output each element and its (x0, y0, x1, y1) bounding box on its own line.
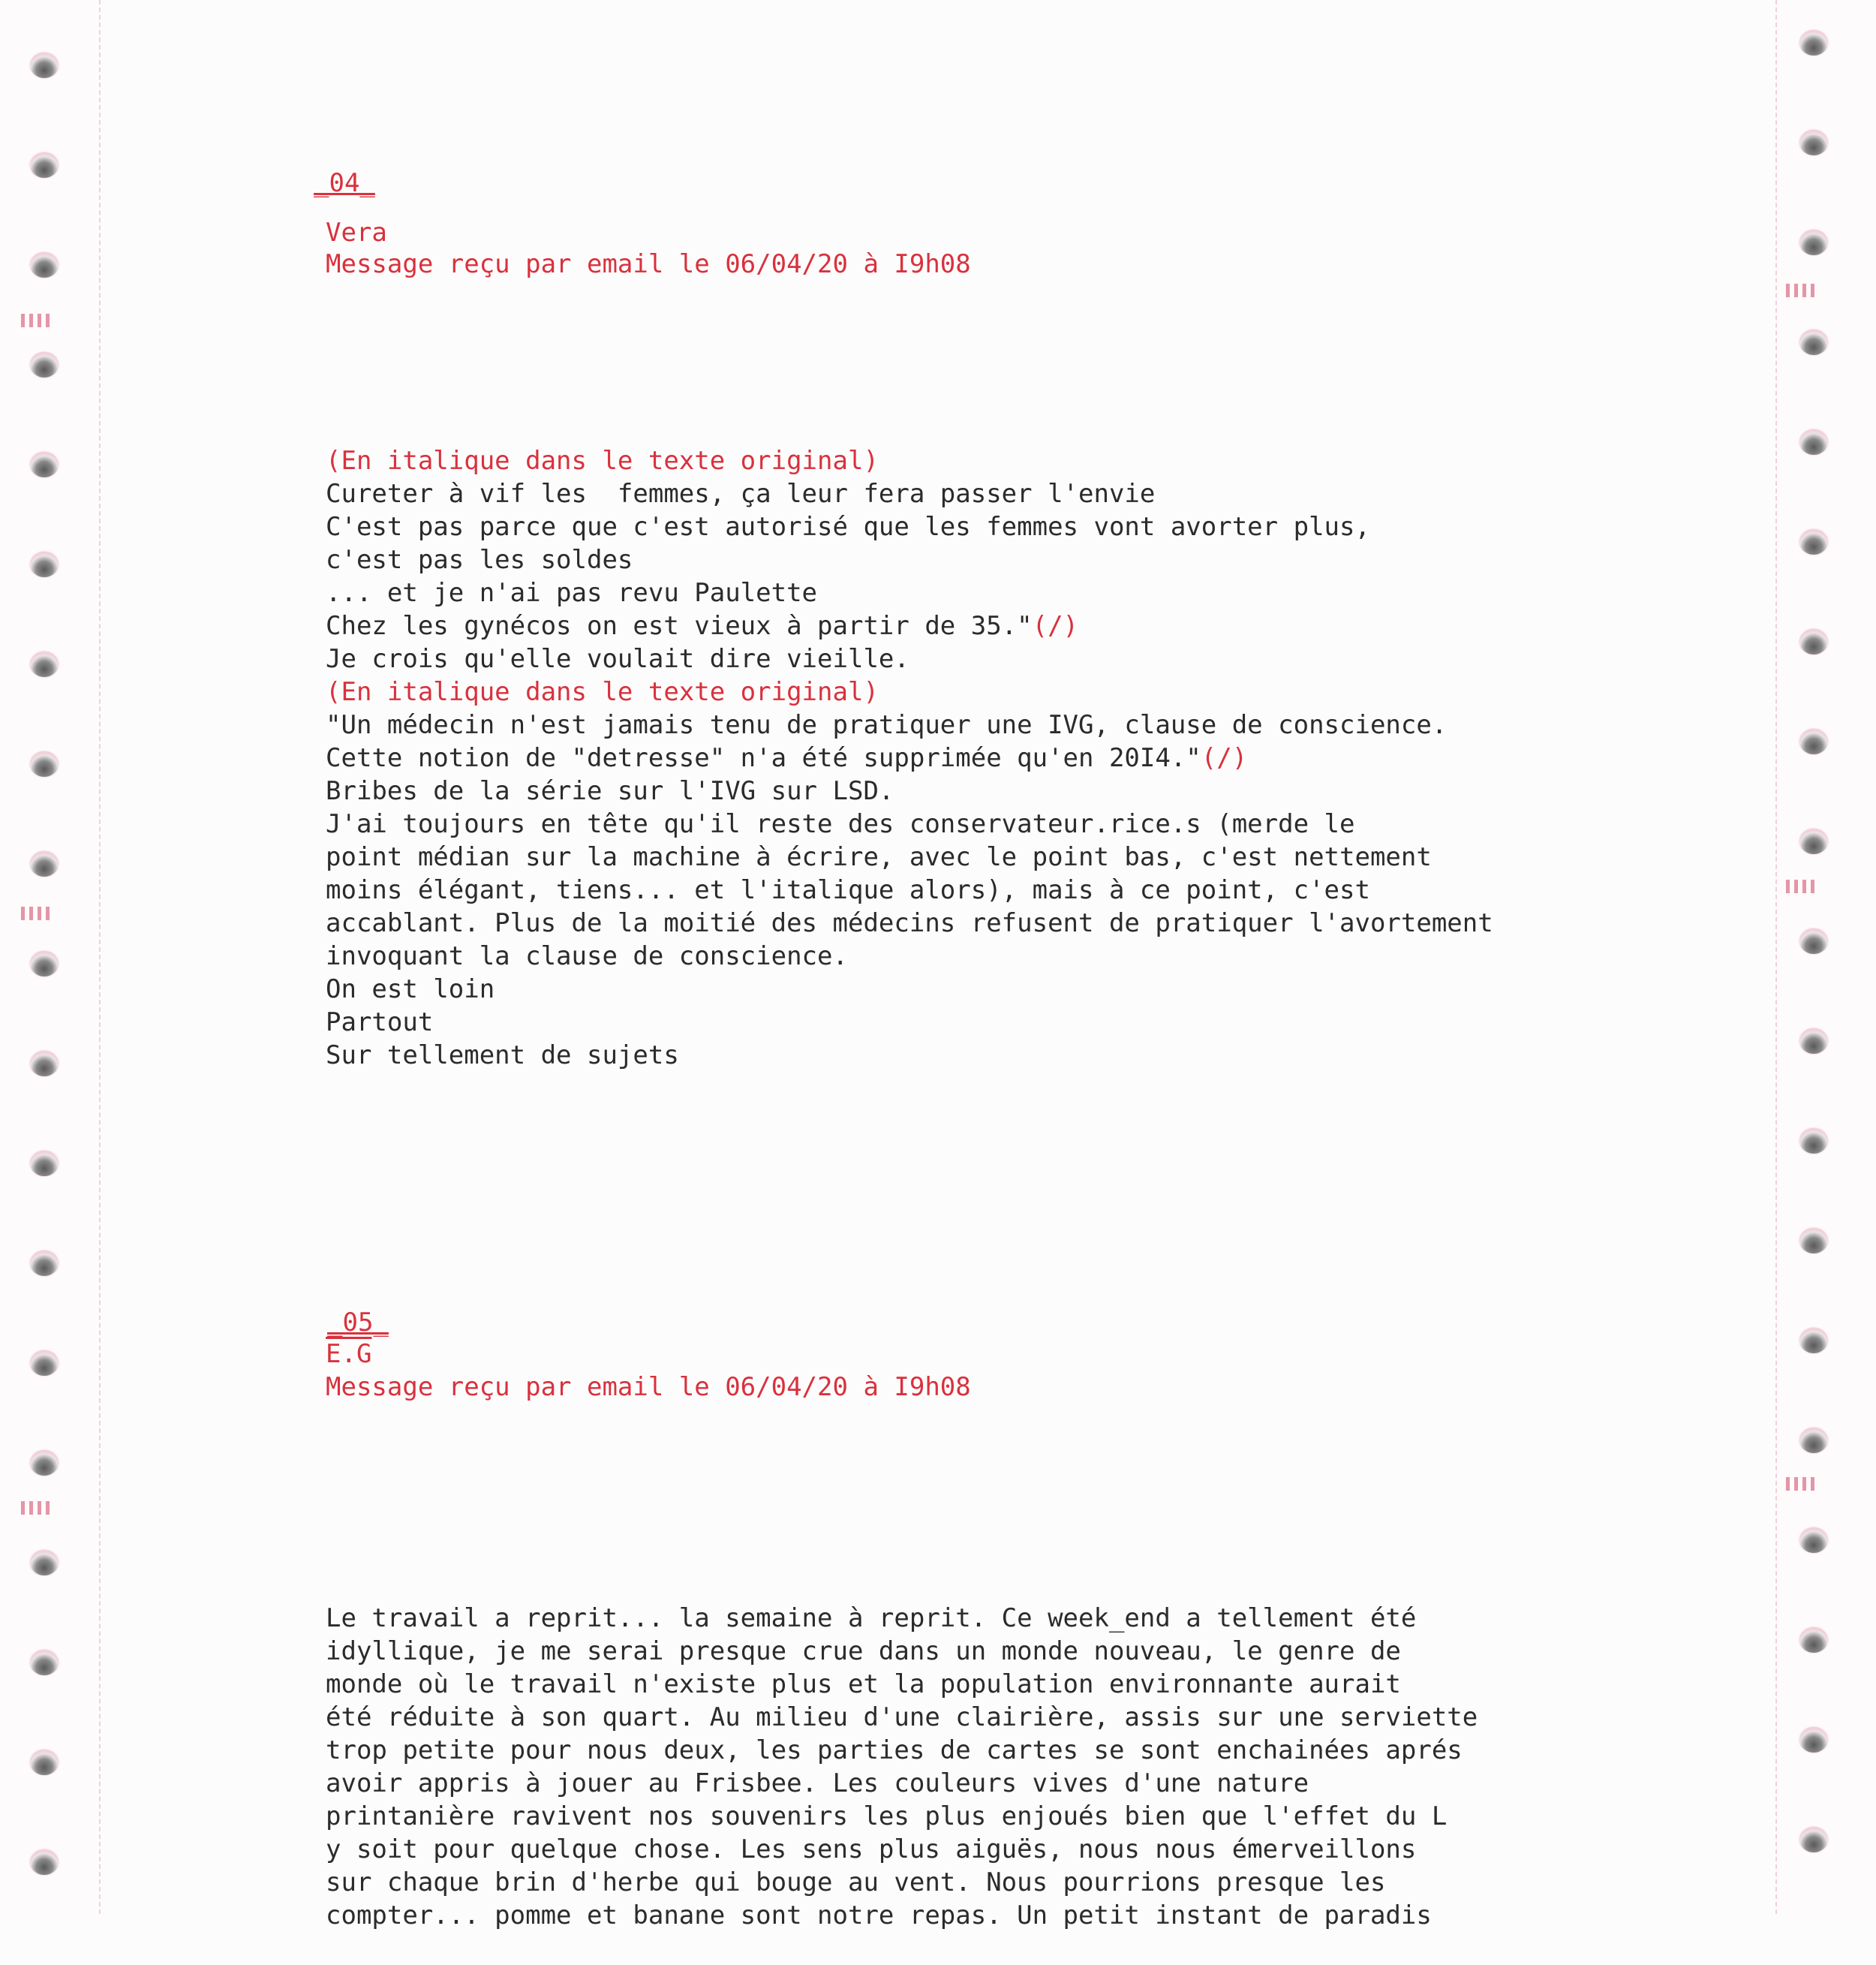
entry-04-author: Vera (326, 218, 387, 248)
perforation-hole (1799, 230, 1828, 255)
line-text: point médian sur la machine à écrire, avec le point bas, c'est nettement (326, 842, 1432, 872)
perforation-hole (30, 651, 59, 677)
text-line (326, 808, 1493, 841)
line-text: compter... pomme et banane sont notre repas. Un petit instant de paradis (326, 1900, 1432, 1930)
perforation-hole (1799, 1428, 1828, 1453)
tear-mark (1786, 880, 1816, 893)
line-text: Partout (326, 1007, 434, 1037)
perforation-hole (1799, 1727, 1828, 1753)
text-line (326, 1006, 1493, 1039)
perforation-hole (30, 1051, 59, 1076)
line-text: On est loin (326, 974, 495, 1004)
line-text: trop petite pour nous deux, les parties de cartes se sont enchainées aprés (326, 1735, 1463, 1765)
perforation-hole (1799, 1128, 1828, 1154)
entry-05-number: _05_ (327, 1307, 389, 1338)
line-text: monde où le travail n'existe plus et la population environnante aurait (326, 1669, 1401, 1699)
entry-04-received: Message reçu par email le 06/04/20 à I9h08 (326, 249, 971, 279)
text-line (326, 642, 1493, 676)
text-line (326, 609, 1493, 642)
line-text: C'est pas parce que c'est autorisé que les femmes vont avorter plus, (326, 512, 1370, 542)
text-line (326, 477, 1493, 510)
text-line (326, 1734, 1478, 1767)
perforation-hole (30, 1849, 59, 1875)
text-line (326, 1866, 1478, 1899)
perforation-hole (1799, 629, 1828, 654)
perforation-hole (30, 851, 59, 877)
text-line (326, 1602, 1478, 1635)
line-text: sur chaque brin d'herbe qui bouge au vent. Nous pourrions presque les (326, 1867, 1386, 1897)
line-text: "Un médecin n'est jamais tenu de pratiquer une IVG, clause de conscience. (326, 710, 1448, 740)
perforation-hole (30, 452, 59, 477)
text-line (326, 973, 1493, 1006)
tear-mark (21, 314, 51, 327)
text-line (326, 1039, 1493, 1072)
perforation-hole (30, 951, 59, 976)
perforation-hole (30, 152, 59, 178)
perforation-hole (30, 1750, 59, 1775)
perforation-hole (1799, 330, 1828, 355)
text-line (326, 1767, 1478, 1800)
line-text: J'ai toujours en tête qu'il reste des conservateur.rice.s (merde le (326, 809, 1355, 839)
tear-mark (21, 1501, 51, 1515)
text-line (326, 1833, 1478, 1866)
text-line (326, 709, 1493, 742)
perforation-hole (1799, 729, 1828, 754)
perforation-hole (30, 1350, 59, 1376)
perforation-hole (1799, 1328, 1828, 1353)
line-text: printanière ravivent nos souvenirs les plus enjoués bien que l'effet du L (326, 1801, 1448, 1831)
line-text: c'est pas les soldes (326, 545, 633, 575)
line-text: accablant. Plus de la moitié des médecins refusent de pratiquer l'avortement (326, 908, 1493, 938)
perforation-hole (30, 1550, 59, 1575)
text-line (326, 676, 1493, 709)
tear-mark (1786, 284, 1816, 297)
line-text: ... et je n'ai pas revu Paulette (326, 578, 818, 608)
line-text: (En italique dans le texte original) (326, 677, 879, 707)
line-suffix-mark: (/) (1201, 743, 1248, 773)
line-text: Bribes de la série sur l'IVG sur LSD. (326, 776, 894, 806)
perforation-hole (1799, 928, 1828, 954)
entry-05-received: Message reçu par email le 06/04/20 à I9h08 (326, 1372, 971, 1402)
text-line (326, 543, 1493, 576)
perforation-hole (1799, 1028, 1828, 1054)
line-text: Le travail a reprit... la semaine à reprit. Ce week_end a tellement été (326, 1603, 1417, 1633)
line-text: (En italique dans le texte original) (326, 446, 879, 476)
perforation-hole (1799, 529, 1828, 555)
tear-mark (1786, 1477, 1816, 1491)
tear-mark (21, 907, 51, 920)
entry-05-body (326, 1536, 1478, 1965)
line-text: Chez les gynécos on est vieux à partir de 35." (326, 611, 1033, 641)
entry-04-number: _04_ (314, 168, 375, 198)
perforation-hole (1799, 429, 1828, 455)
line-text: idyllique, je me serai presque crue dans un monde nouveau, le genre de (326, 1636, 1401, 1666)
text-line (326, 1701, 1478, 1734)
text-line (326, 940, 1493, 973)
perforation-hole (30, 1450, 59, 1476)
entry-05-author: E.G (326, 1339, 372, 1369)
text-line (326, 1668, 1478, 1701)
text-line (326, 742, 1493, 775)
line-text: Cette notion de "detresse" n'a été supprimée qu'en 20I4." (326, 743, 1201, 773)
perforation-hole (1799, 829, 1828, 854)
line-suffix-mark: (/) (1032, 611, 1079, 641)
line-text: moins élégant, tiens... et l'italique alors), mais à ce point, c'est (326, 875, 1370, 905)
perforation-hole (30, 252, 59, 278)
text-line (326, 907, 1493, 940)
perforation-hole (30, 1151, 59, 1176)
line-text: Cureter à vif les femmes, ça leur fera passer l'envie (326, 479, 1156, 509)
text-line (326, 1899, 1478, 1932)
text-line (326, 510, 1493, 543)
line-text: Je crois qu'elle voulait dire vieille. (326, 644, 909, 674)
perforation-hole (30, 1250, 59, 1276)
text-line (326, 576, 1493, 609)
line-text: Sur tellement de sujets (326, 1040, 679, 1070)
perforation-hole (1799, 30, 1828, 56)
perforation-hole (30, 552, 59, 577)
text-line (326, 874, 1493, 907)
text-line (326, 444, 1493, 477)
line-text: été réduite à son quart. Au milieu d'une clairière, assis sur une serviette (326, 1702, 1478, 1732)
line-text: y soit pour quelque chose. Les sens plus aiguës, nous nous émerveillons (326, 1834, 1417, 1864)
line-text: invoquant la clause de conscience. (326, 941, 848, 971)
perforation-hole (1799, 130, 1828, 155)
perforation-hole (1799, 1627, 1828, 1653)
entry-04-body (326, 378, 1493, 1105)
perforation-hole (30, 53, 59, 78)
perforation-hole (30, 1650, 59, 1675)
text-line (326, 775, 1493, 808)
line-text: avoir appris à jouer au Frisbee. Les couleurs vives d'une nature (326, 1768, 1309, 1798)
text-line (326, 1635, 1478, 1668)
text-line (326, 1800, 1478, 1833)
perforation-hole (30, 751, 59, 777)
perforation-hole (30, 352, 59, 378)
perforation-hole (1799, 1228, 1828, 1253)
perforation-hole (1799, 1527, 1828, 1553)
text-line (326, 841, 1493, 874)
perforation-hole (1799, 1827, 1828, 1852)
